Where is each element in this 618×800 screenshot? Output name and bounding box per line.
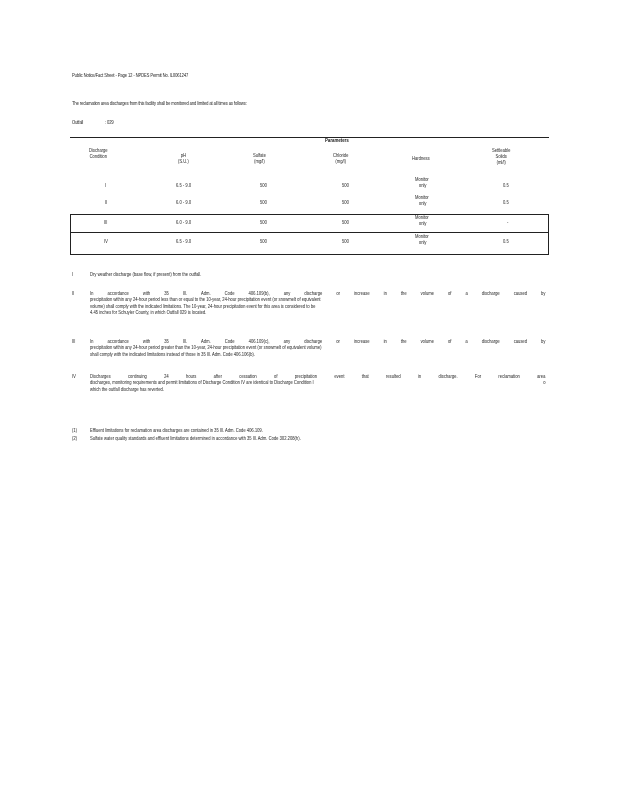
- word: by: [541, 339, 546, 345]
- word: event: [334, 374, 345, 380]
- condition-1-text: Dry weather discharge (base flow, if present) from the outfall.: [90, 272, 202, 278]
- footnote-2-number: (2): [72, 436, 78, 442]
- condition-2-line-2: precipitation within any 24-hour period less than or equal to the 10-year, 24-hour precipitation event (or snowmelt of equivalent: [90, 297, 321, 304]
- word: discharge: [304, 339, 323, 345]
- row-1-chloride: 500: [342, 183, 349, 189]
- table-bottom-border: [70, 254, 549, 255]
- row-3-ph: 6.0 - 9.0: [176, 220, 192, 226]
- page-header: Public Notice/Fact Sheet - Page 12 - NPDES Permit No. IL0061247: [72, 73, 189, 79]
- word: area: [537, 374, 546, 380]
- row-4-hardness: Monitor only: [415, 234, 429, 247]
- word: that: [361, 374, 369, 380]
- word: In: [90, 339, 94, 345]
- word: the: [400, 339, 407, 345]
- row-4-ph: 6.5 - 9.0: [176, 239, 192, 245]
- row-2-condition: II: [105, 200, 108, 206]
- word: Ill.: [182, 339, 188, 345]
- row-1-hardness: Monitor only: [415, 177, 429, 190]
- word: In: [90, 291, 94, 297]
- word: accordance: [107, 339, 129, 345]
- row-3-sulfate: 500: [260, 220, 267, 226]
- word: cessation: [239, 374, 257, 380]
- word: caused: [513, 291, 528, 297]
- row-4-solids: 0.5: [503, 239, 509, 245]
- footnote-1-text: Effluent limitations for reclamation area discharges are contained in 35 Ill. Adm. Code 406.109.: [90, 428, 263, 434]
- condition-2-paragraph: [90, 291, 546, 317]
- condition-3-line-3: shall comply with the indicated limitations instead of those in 35 Ill. Adm. Code 406.106(b).: [90, 351, 255, 358]
- row-2-hardness: Monitor only: [415, 195, 429, 208]
- row-1-sulfate: 500: [260, 183, 267, 189]
- table-left-border: [70, 214, 71, 255]
- intro-text: The reclamation area discharges from this facility shall be monitored and limited at all times as follows:: [72, 101, 247, 107]
- word: Discharges: [90, 374, 111, 380]
- condition-3-line-2: precipitation within any 24-hour period greater than the 10-year, 24-hour precipitation event (or snowmelt of equivalent volume): [90, 345, 322, 352]
- row-divider: [70, 232, 549, 233]
- word: 406.109(b),: [248, 291, 270, 297]
- row-2-chloride: 500: [342, 200, 349, 206]
- word: For: [474, 374, 482, 380]
- word: Ill.: [182, 291, 187, 297]
- word: a: [465, 291, 468, 297]
- word: any: [283, 291, 291, 297]
- word: of: [274, 374, 278, 380]
- row-1-ph: 6.5 - 9.0: [176, 183, 192, 189]
- word: a: [465, 339, 468, 345]
- row-2-sulfate: 500: [260, 200, 267, 206]
- row-4-condition: IV: [104, 239, 108, 245]
- row-1-condition: I: [105, 183, 107, 189]
- condition-4-line-2: discharges, monitoring requirements and permit limitations of Discharge Condition IV are identical to Discharge Condition I o: [90, 380, 546, 387]
- header-chloride: Chloride (mg/l): [333, 153, 349, 166]
- row-2-ph: 6.0 - 9.0: [176, 200, 192, 206]
- word: continuing: [127, 374, 147, 380]
- row-3-solids: -: [507, 220, 509, 226]
- row-3-chloride: 500: [342, 220, 349, 226]
- condition-2-line-3: volume) shall comply with the indicated limitations. The 10-year, 24-hour precipitation event for this area is considered to be: [90, 303, 316, 310]
- word: resulted: [385, 374, 401, 380]
- word: discharge: [481, 339, 500, 345]
- footnote-1-number: (1): [72, 428, 78, 434]
- table-right-border: [548, 214, 549, 255]
- word: Adm.: [201, 339, 211, 345]
- word: caused: [513, 339, 528, 345]
- word: discharge.: [438, 374, 458, 380]
- row-4-sulfate: 500: [260, 239, 267, 245]
- header-hardness: Hardness: [412, 156, 430, 162]
- effluent-table: [70, 137, 549, 255]
- word: Code: [224, 339, 235, 345]
- word: volume: [420, 291, 434, 297]
- row-1-solids: 0.5: [503, 183, 509, 189]
- footnote-2-text: Sulfate water quality standards and effluent limitations determined in accordance with 35 Ill. Adm. Code 302.208(h).: [90, 436, 301, 442]
- outfall-label: Outfall: [72, 120, 84, 126]
- word: or: [336, 339, 340, 345]
- word: accordance: [107, 291, 129, 297]
- header-discharge-condition: Discharge Condition: [89, 148, 108, 161]
- word: 24: [164, 374, 169, 380]
- table-top-border: [70, 137, 549, 138]
- word: 35: [164, 339, 169, 345]
- condition-2-number: II: [72, 291, 75, 297]
- word: of: [447, 339, 452, 345]
- condition-2-line-4: 4.45 inches for Schuyler County, in which Outfall 029 is located.: [90, 310, 207, 317]
- word: Code: [224, 291, 235, 297]
- row-3-condition: III: [104, 220, 108, 226]
- word: of: [447, 291, 452, 297]
- header-settleable-solids: Settleable Solids (ml/l): [492, 148, 511, 167]
- word: with: [142, 339, 151, 345]
- word: in: [418, 374, 422, 380]
- condition-4-line-3: which the outfall discharge has reverted.: [90, 386, 164, 393]
- word: the: [400, 291, 407, 297]
- word: increase: [353, 339, 370, 345]
- word: in: [383, 291, 387, 297]
- condition-3-paragraph: [90, 339, 546, 358]
- word: after: [213, 374, 222, 380]
- condition-1-number: I: [72, 272, 74, 278]
- word: Adm.: [200, 291, 211, 297]
- condition-4-paragraph: [90, 374, 546, 393]
- word: with: [142, 291, 151, 297]
- word: volume: [420, 339, 434, 345]
- row-3-hardness: Monitor only: [415, 215, 429, 228]
- word: in: [383, 339, 387, 345]
- word: 35: [164, 291, 169, 297]
- row-4-chloride: 500: [342, 239, 349, 245]
- word: discharge: [304, 291, 323, 297]
- header-ph: pH (S.U.): [178, 153, 189, 166]
- condition-3-number: III: [72, 339, 76, 345]
- parameters-title: Parameters: [325, 138, 349, 144]
- row-2-solids: 0.5: [503, 200, 509, 206]
- condition-4-number: IV: [72, 374, 76, 380]
- word: discharge: [481, 291, 500, 297]
- word: increase: [354, 291, 370, 297]
- row-divider: [70, 214, 549, 215]
- word: hours: [186, 374, 197, 380]
- word: or: [336, 291, 341, 297]
- outfall-value: : 029: [105, 120, 114, 126]
- word: reclamation: [498, 374, 520, 380]
- word: any: [283, 339, 291, 345]
- word: by: [541, 291, 546, 297]
- word: precipitation: [294, 374, 318, 380]
- header-sulfate: Sulfate (mg/l): [253, 153, 266, 166]
- word: 406.109(c),: [248, 339, 270, 345]
